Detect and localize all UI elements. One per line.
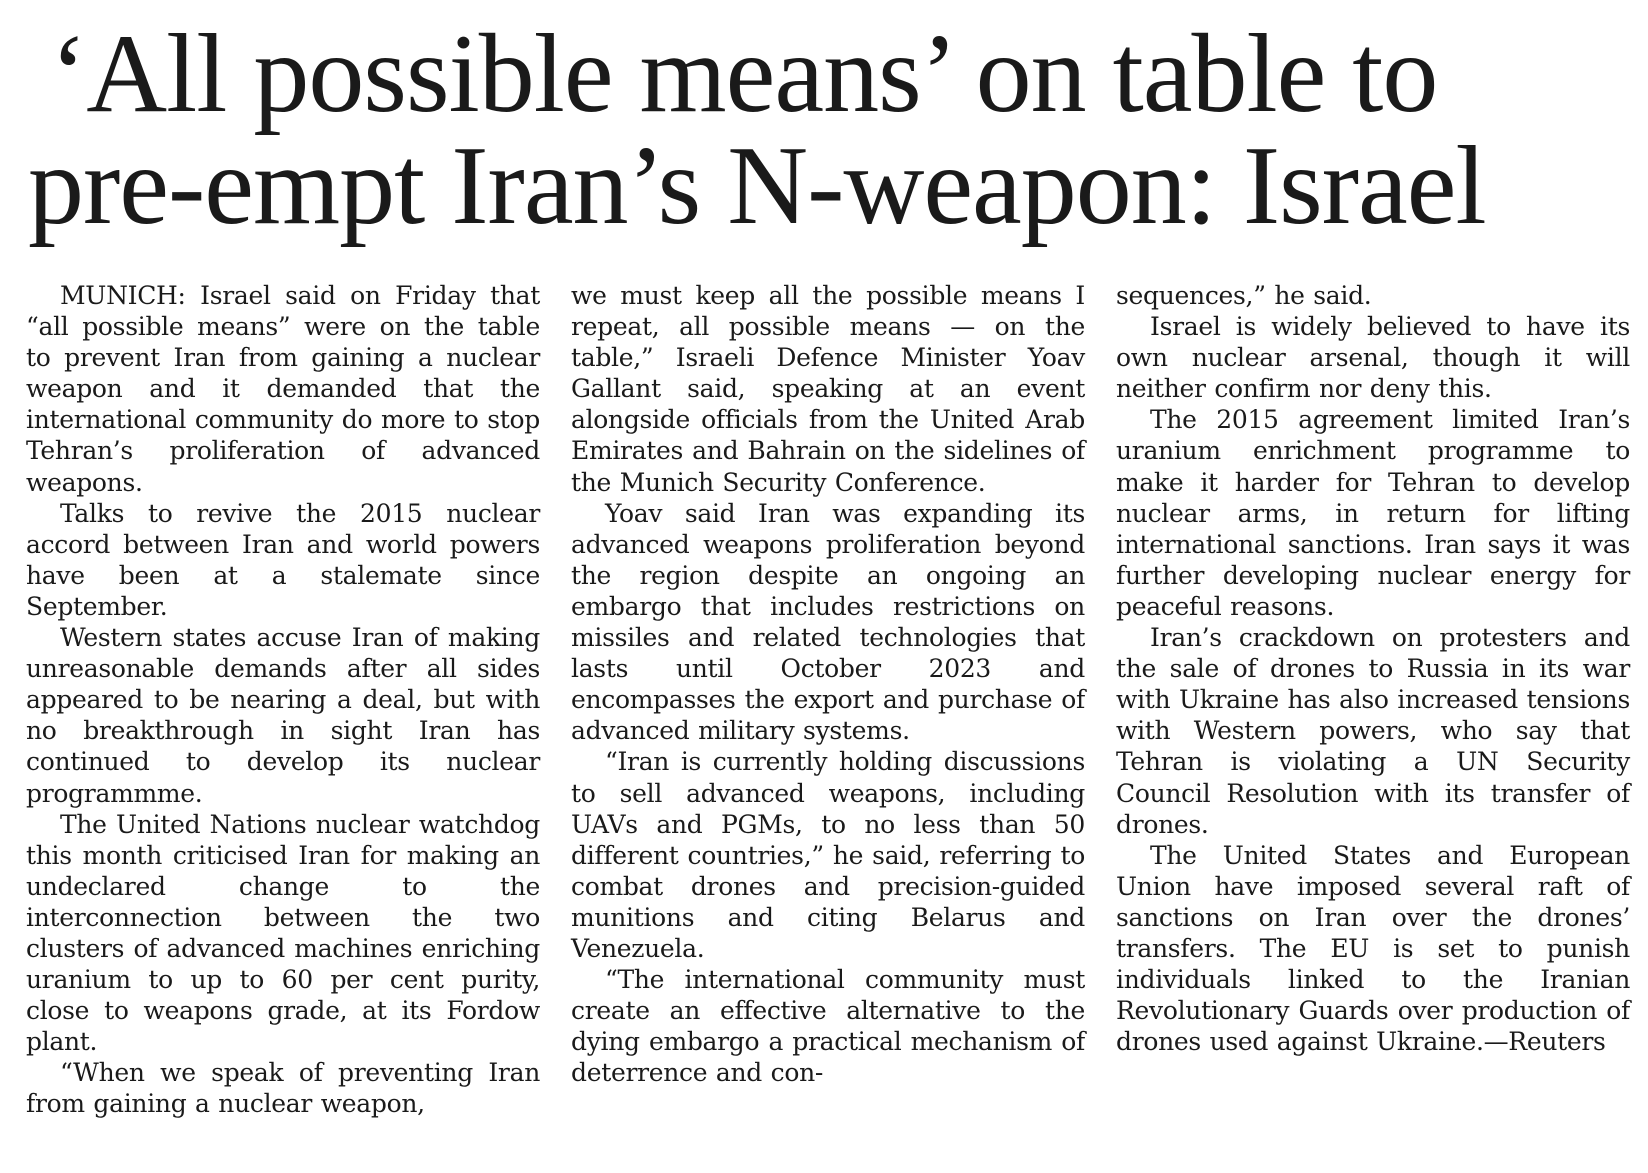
headline-line-1: ‘All possible means’ on table to	[50, 12, 1438, 136]
paragraph: The United Nations nuclear watchdog this month criticised Iran for making an undeclared change to the interconnection between the two clusters of advanced machines enriching uranium to up to 60 per cent purity, close to weapons grade, at its Fordow plant.	[26, 809, 540, 1057]
paragraph: Western states accuse Iran of making unreasonable demands after all sides appeared to be nearing a deal, but with no breakthrough in sight Iran has continued to develop its nuclear programmme.	[26, 623, 540, 808]
paragraph: MUNICH: Israel said on Friday that “all possible means” were on the table to prevent Iran from gaining a nuclear weapon and it demanded that the international community do more to stop Tehran’s proliferation of advanced weapons.	[26, 281, 540, 497]
column-2	[571, 280, 1085, 1120]
paragraph: The United States and European Union have imposed several raft of sanctions on Iran over the drones’ transfers. The EU is set to punish individuals linked to the Iranian Revolutionary Guards over production of drones used against Ukraine.—Reuters	[1116, 840, 1630, 1057]
headline-line-2: pre-empt Iran’s N-weapon: Israel	[28, 124, 1486, 248]
paragraph: Israel is widely believed to have its own nuclear arsenal, though it will neither confirm nor deny this.	[1116, 312, 1630, 404]
headline	[28, 12, 1628, 248]
paragraph: “The international community must create an effective alternative to the dying embargo a practical mechanism of deterrence and con-	[571, 965, 1085, 1088]
paragraph: Iran’s crackdown on protesters and the sale of drones to Russia in its war with Ukraine has also increased tensions with Western powers, who say that Tehran is violating a UN Security Council Resolution with its transfer of drones.	[1116, 623, 1630, 839]
paragraph: “When we speak of preventing Iran from gaining a nuclear weapon,	[26, 1058, 540, 1119]
paragraph-continued: sequences,” he said.	[1116, 281, 1372, 310]
paragraph: “Iran is currently holding discussions to sell advanced weapons, including UAVs and PGMs, to no less than 50 different countries,” he said, referring to combat drones and precision-guided munitions and citing Belarus and Venezuela.	[571, 747, 1085, 963]
paragraph-continued: we must keep all the possible means I repeat, all possible means — on the table,” Israeli Defence Minister Yoav Gallant said, speaking at an event alongside officials from the United Arab Emirates and Bahrain on the sidelines of the Munich Security Conference.	[571, 281, 1085, 497]
paragraph: The 2015 agreement limited Iran’s uranium enrichment programme to make it harder for Tehran to develop nuclear arms, in return for lifting international sanctions. Iran says it was further developing nuclear energy for peaceful reasons.	[1116, 405, 1630, 621]
column-3	[1116, 280, 1630, 1120]
column-1	[26, 280, 540, 1120]
paragraph: Yoav said Iran was expanding its advanced weapons proliferation beyond the region despite an ongoing an embargo that includes restrictions on missiles and related technologies that lasts until October 2023 and encompasses the export and purchase of advanced military systems.	[571, 498, 1085, 746]
paragraph: Talks to revive the 2015 nuclear accord between Iran and world powers have been at a stalemate since September.	[26, 498, 540, 621]
article-body	[26, 280, 1630, 1120]
